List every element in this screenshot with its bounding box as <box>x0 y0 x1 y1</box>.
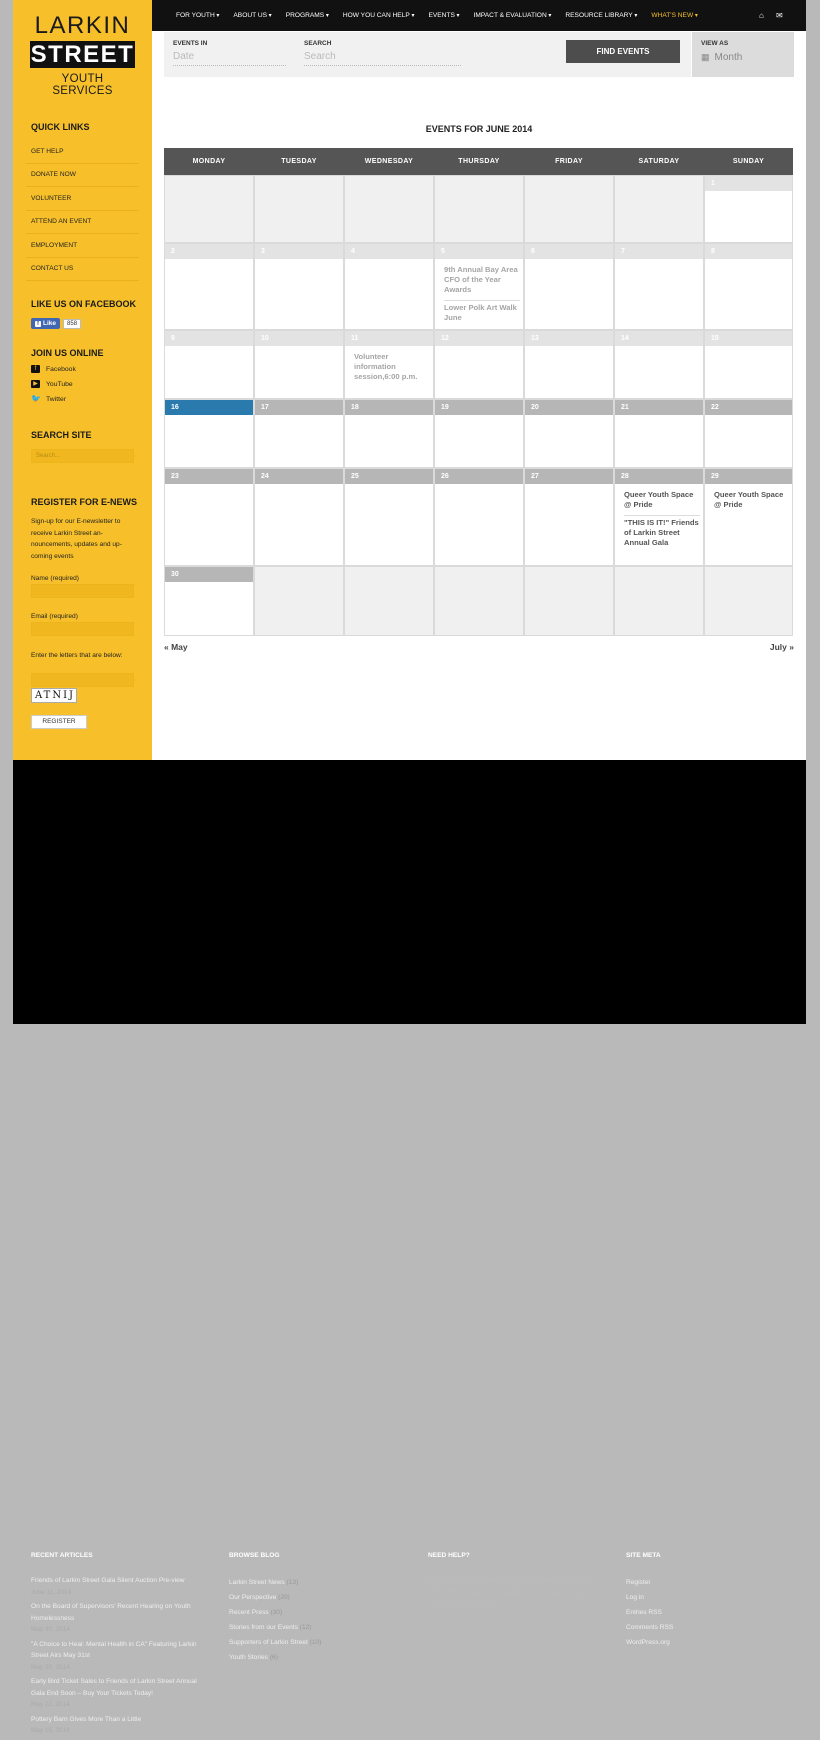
day-number[interactable]: 14 <box>615 331 703 346</box>
day-number[interactable]: 15 <box>705 331 792 346</box>
event-search-input[interactable]: Search <box>304 50 461 66</box>
day-cell <box>164 399 254 468</box>
event-link[interactable]: Queer Youth Space @ Pride <box>624 490 694 509</box>
sidebar <box>13 0 152 760</box>
day-cell <box>524 243 614 330</box>
home-icon[interactable]: ⌂ <box>759 11 764 20</box>
day-cell <box>524 399 614 468</box>
nav-impact[interactable]: IMPACT & EVALUATION ▾ <box>474 12 552 19</box>
next-month-link[interactable]: July » <box>769 642 794 652</box>
day-number[interactable]: 24 <box>255 469 343 484</box>
category-count: (20) <box>278 1594 290 1601</box>
blog-category[interactable] <box>229 1635 409 1650</box>
captcha-field[interactable] <box>31 673 134 687</box>
view-mode-value: Month <box>714 52 743 63</box>
blog-category[interactable] <box>229 1620 409 1635</box>
browse-blog-heading: BROWSE BLOG <box>229 1552 280 1559</box>
empty-day-cell <box>344 175 434 243</box>
enews-heading: REGISTER FOR E-NEWS <box>31 497 138 507</box>
empty-day-cell <box>434 175 524 243</box>
article-link[interactable]: Pottery Barn Gives More Than a Little <box>31 1715 142 1723</box>
day-number[interactable]: 19 <box>435 400 523 415</box>
article-date: May 30, 2014 <box>31 1663 70 1671</box>
enews-description: Sign-up for our E-newsletter to receive Larkin Street an-nouncements, updates and up-coming events <box>31 518 122 560</box>
day-cell <box>704 399 793 468</box>
article-date: May 30, 2014 <box>31 1626 70 1633</box>
day-number[interactable]: 11 <box>345 331 433 346</box>
category-count: (10) <box>309 1639 322 1646</box>
day-number[interactable]: 26 <box>435 469 523 484</box>
search-site-heading: SEARCH SITE <box>31 430 92 440</box>
empty-day-cell <box>254 566 344 636</box>
day-number[interactable]: 25 <box>345 469 433 484</box>
day-cell <box>434 399 524 468</box>
event-filter-bar <box>164 32 691 77</box>
day-number[interactable]: 18 <box>345 400 433 415</box>
site-search-input[interactable]: Search... <box>31 449 134 463</box>
site-meta <box>626 1552 776 1650</box>
email-label: Email (required) <box>31 613 78 620</box>
captcha-image: ATNIJ <box>31 688 77 703</box>
article-link[interactable]: Early Bird Ticket Sales to Friends of Larkin Street Annual Gala End Soon – Buy Your Tickets Today! <box>31 1678 197 1697</box>
empty-day-cell <box>254 175 344 243</box>
day-cell <box>344 399 434 468</box>
find-events-button[interactable]: FIND EVENTS <box>566 40 680 63</box>
meta-link-comments-rss[interactable]: Comments RSS <box>626 1624 674 1631</box>
name-field[interactable] <box>31 584 134 598</box>
site-footer <box>13 760 806 1734</box>
nav-for-youth[interactable]: FOR YOUTH ▾ <box>176 12 219 19</box>
meta-link-login[interactable]: Log in <box>626 1594 644 1601</box>
day-cell <box>254 243 344 330</box>
day-cell <box>254 330 344 399</box>
site-meta-heading: SITE META <box>626 1552 661 1559</box>
day-number[interactable]: 5 <box>435 244 523 259</box>
event-link[interactable]: 9th Annual Bay Area CFO of the Year Awards <box>444 265 518 294</box>
empty-day-cell <box>524 566 614 636</box>
meta-link-register[interactable]: Register <box>626 1579 651 1586</box>
day-cell <box>434 330 524 399</box>
larkin-street-logo[interactable] <box>30 14 135 97</box>
facebook-heading: LIKE US ON FACEBOOK <box>31 299 137 309</box>
nav-how-you-can-help[interactable]: HOW YOU CAN HELP ▾ <box>343 12 415 19</box>
like-count: 858 <box>63 319 81 329</box>
recent-articles-heading: RECENT ARTICLES <box>31 1552 93 1559</box>
day-cell <box>704 175 793 243</box>
category-count: (30) <box>270 1609 283 1616</box>
day-cell <box>164 468 254 566</box>
empty-day-cell <box>524 175 614 243</box>
empty-day-cell <box>614 566 704 636</box>
event-link[interactable]: Lower Polk Art Walk June <box>444 300 520 323</box>
blog-category[interactable] <box>229 1605 409 1620</box>
day-number[interactable]: 29 <box>705 469 792 484</box>
view-as-label: VIEW AS <box>701 40 729 47</box>
day-cell <box>614 468 704 566</box>
day-number[interactable]: 22 <box>705 400 792 415</box>
meta-link-wordpress[interactable]: WordPress.org <box>626 1639 670 1646</box>
quick-link-contact[interactable]: CONTACT US <box>26 257 139 281</box>
empty-day-cell <box>614 175 704 243</box>
day-cell <box>614 399 704 468</box>
event-link[interactable]: Volunteer information session,6:00 p.m. <box>354 352 418 381</box>
day-cell <box>344 330 434 399</box>
youtube-icon: ▶ <box>31 380 40 388</box>
blog-category[interactable] <box>229 1590 409 1605</box>
like-label: Like <box>43 320 57 327</box>
weekday-friday: FRIDAY <box>555 158 583 165</box>
facebook-like-widget <box>31 318 81 329</box>
captcha-label: Enter the letters that are below: <box>31 652 123 659</box>
quick-link-donate[interactable]: DONATE NOW <box>26 163 139 187</box>
nav-events[interactable]: EVENTS ▾ <box>428 12 459 19</box>
category-count: (12) <box>299 1624 312 1631</box>
prev-month-link[interactable]: « May <box>164 642 188 652</box>
events-in-label: EVENTS IN <box>173 40 208 47</box>
day-cell <box>704 243 793 330</box>
event-link[interactable]: Queer Youth Space @ Pride <box>714 490 784 509</box>
day-number[interactable]: 30 <box>165 567 253 582</box>
day-cell <box>614 330 704 399</box>
search-label: SEARCH <box>304 40 332 47</box>
day-number[interactable]: 16 <box>165 400 253 415</box>
day-number[interactable]: 7 <box>615 244 703 259</box>
empty-day-cell <box>164 175 254 243</box>
weekday-thursday: THURSDAY <box>458 158 500 165</box>
facebook-like-button[interactable] <box>31 318 60 329</box>
view-as-selector[interactable] <box>692 32 794 77</box>
category-name: Recent Press <box>229 1609 269 1616</box>
top-navigation <box>152 0 806 31</box>
mail-icon[interactable]: ✉ <box>776 11 783 20</box>
nav-whats-new[interactable]: WHAT'S NEW ▾ <box>651 12 697 19</box>
empty-day-cell <box>704 566 793 636</box>
facebook-icon: f <box>31 365 40 373</box>
social-link-facebook[interactable] <box>31 365 76 373</box>
meta-link-entries-rss[interactable]: Entries RSS <box>626 1609 662 1616</box>
empty-day-cell <box>434 566 524 636</box>
category-name: Youth Stories <box>229 1654 268 1661</box>
name-label: Name (required) <box>31 575 80 582</box>
day-number[interactable]: 20 <box>525 400 613 415</box>
day-number[interactable]: 10 <box>255 331 343 346</box>
category-count: (13) <box>286 1579 299 1586</box>
day-cell <box>524 468 614 566</box>
day-number[interactable]: 8 <box>705 244 792 259</box>
empty-day-cell <box>344 566 434 636</box>
category-name: Stories from our Events <box>229 1624 298 1631</box>
need-help <box>428 1552 588 1610</box>
category-name: Our Perspective <box>229 1594 277 1601</box>
social-label: Facebook <box>46 365 76 373</box>
browse-blog <box>229 1552 409 1665</box>
category-name: Larkin Street News <box>229 1579 285 1586</box>
weekday-header-row <box>164 148 793 175</box>
quick-link-volunteer[interactable]: VOLUNTEER <box>26 187 139 211</box>
day-number[interactable]: 17 <box>255 400 343 415</box>
twitter-icon: 🐦 <box>31 394 41 403</box>
day-number[interactable]: 28 <box>615 469 703 484</box>
nav-resource-library[interactable]: RESOURCE LIBRARY ▾ <box>565 12 637 19</box>
social-label: YouTube <box>46 380 73 388</box>
weekday-saturday: SATURDAY <box>638 158 680 165</box>
register-button[interactable]: REGISTER <box>31 715 87 729</box>
quick-link-employment[interactable]: EMPLOYMENT <box>26 234 139 258</box>
article-link[interactable]: "A Choice to Heal: Mental Health in CA" Featuring Larkin Street Airs May 31st <box>31 1640 197 1659</box>
day-number[interactable]: 12 <box>435 331 523 346</box>
logo-line1: LARKIN <box>34 12 131 39</box>
main-content <box>152 0 806 760</box>
email-field[interactable] <box>31 622 134 636</box>
day-number[interactable]: 9 <box>165 331 253 346</box>
day-cell <box>704 330 793 399</box>
day-number[interactable]: 1 <box>705 176 792 191</box>
day-cell <box>254 399 344 468</box>
day-number[interactable]: 13 <box>525 331 613 346</box>
weekday-sunday: SUNDAY <box>732 158 765 165</box>
category-count: (6) <box>269 1654 278 1661</box>
day-cell <box>344 243 434 330</box>
join-online-heading: JOIN US ONLINE <box>31 348 104 358</box>
quick-link-get-help[interactable]: GET HELP <box>26 140 139 164</box>
day-cell <box>164 330 254 399</box>
view-mode <box>701 52 742 63</box>
blog-category[interactable] <box>229 1650 409 1665</box>
quick-link-attend-event[interactable]: ATTEND AN EVENT <box>26 210 139 234</box>
day-number[interactable]: 6 <box>525 244 613 259</box>
logo-line3: YOUTH SERVICES <box>52 73 113 97</box>
calendar-icon: ▦ <box>701 52 710 62</box>
calendar-title: EVENTS FOR JUNE 2014 <box>425 124 533 134</box>
day-cell <box>164 566 254 636</box>
nav-about-us[interactable]: ABOUT US ▾ <box>233 12 271 19</box>
day-number[interactable]: 4 <box>345 244 433 259</box>
category-name: Supporters of Larkin Street <box>229 1639 308 1646</box>
day-cell <box>164 243 254 330</box>
day-cell <box>614 243 704 330</box>
day-cell <box>254 468 344 566</box>
month-calendar <box>164 148 793 636</box>
day-number[interactable]: 23 <box>165 469 253 484</box>
day-number[interactable]: 21 <box>615 400 703 415</box>
day-cell <box>434 468 524 566</box>
weekday-monday: MONDAY <box>192 158 226 165</box>
date-input[interactable]: Date <box>173 50 286 66</box>
blog-category[interactable] <box>229 1575 409 1590</box>
nav-programs[interactable]: PROGRAMS ▾ <box>286 12 329 19</box>
day-number[interactable]: 3 <box>255 244 343 259</box>
day-cell <box>344 468 434 566</box>
article-link[interactable]: On the Board of Supervisors' Recent Hearing on Youth Homelessness <box>31 1603 191 1622</box>
recent-articles <box>31 1552 211 1740</box>
logo-line2: STREET <box>30 41 135 68</box>
day-number[interactable]: 27 <box>525 469 613 484</box>
day-number[interactable]: 2 <box>165 244 253 259</box>
day-cell <box>434 243 524 330</box>
event-link[interactable]: "THIS IS IT!" Friends of Larkin Street Annual Gala <box>624 515 700 548</box>
social-label: Twitter <box>46 395 67 403</box>
day-cell <box>524 330 614 399</box>
facebook-f-icon: f <box>37 320 39 327</box>
social-link-youtube[interactable] <box>31 380 73 388</box>
day-cell <box>704 468 793 566</box>
weekday-tuesday: TUESDAY <box>281 158 317 165</box>
quick-links-heading: QUICK LINKS <box>31 122 90 132</box>
social-link-twitter[interactable] <box>31 395 66 403</box>
article-date: June 11, 2014 <box>31 1588 72 1596</box>
article-link[interactable]: Friends of Larkin Street Gala Silent Auction Pre-view <box>31 1577 185 1584</box>
need-help-heading: NEED HELP? <box>428 1552 470 1559</box>
weekday-wednesday: WEDNESDAY <box>364 158 414 165</box>
article-date: May 22, 2014 <box>31 1701 70 1708</box>
article-date: May 15, 2014 <box>31 1727 70 1734</box>
need-help-text: If you are a youth in need of services, please call (800) 669.6196. Our staff our available to assist and discuss services at Larkin Street. <box>428 1577 588 1607</box>
